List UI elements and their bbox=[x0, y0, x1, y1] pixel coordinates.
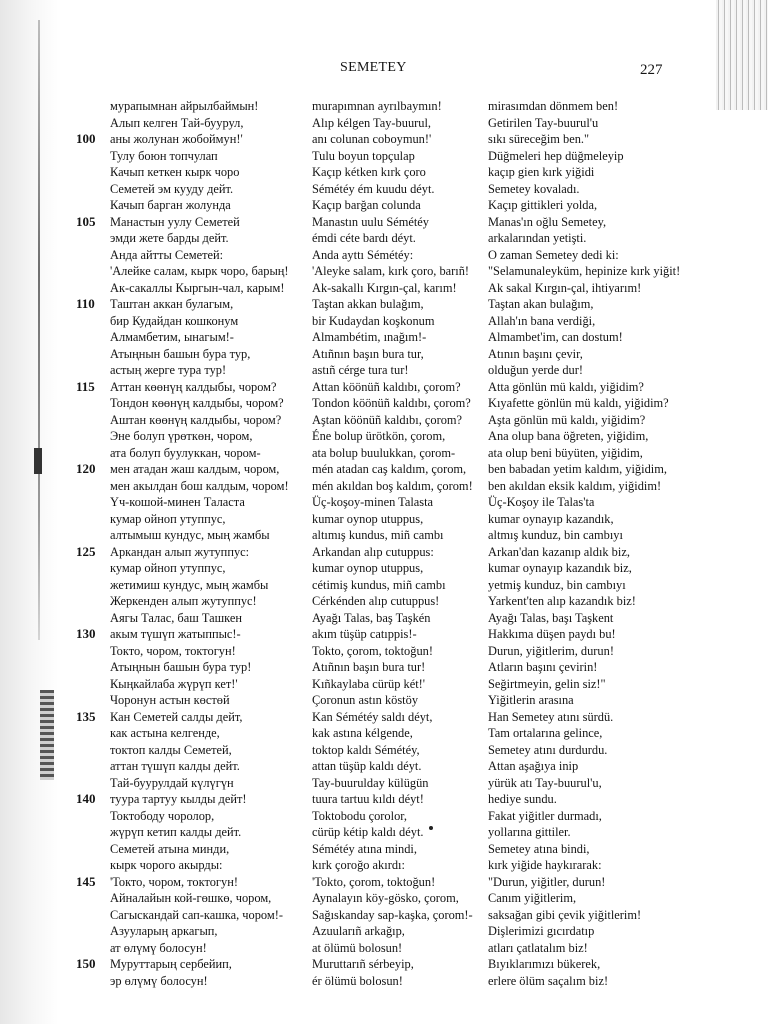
verse-line: Çoronun astın köstöy bbox=[312, 693, 419, 707]
verse-line: anı colunan coboymun!' bbox=[312, 132, 432, 146]
verse-line: Tulu boyun topçulap bbox=[312, 148, 415, 163]
line-number: 150 bbox=[76, 956, 96, 971]
verse-line: Kaçıp kétken kırk çoro bbox=[312, 165, 426, 179]
verse-line: Düğmeleri hep düğmeleyip bbox=[488, 148, 624, 163]
verse-line: Taştan akkan bulağım, bbox=[312, 297, 424, 311]
latin-transcription-column bbox=[312, 98, 488, 989]
verse-line: Fakat yiğitler durmadı, bbox=[488, 808, 602, 823]
verse-line: Качып барган жолунда bbox=[110, 198, 231, 212]
verse-line: Тондон көөнүң калдыбы, чором? bbox=[110, 396, 284, 410]
verse-line: Таштан аккан булагым, bbox=[110, 297, 234, 311]
verse-line: kumar oynop utuppus, bbox=[312, 561, 424, 575]
verse-line: ata bolup buulukkan, çorom- bbox=[312, 445, 456, 460]
verse-line: Kan Sémétéy saldı déyt, bbox=[312, 709, 433, 724]
running-title: SEMETEY bbox=[340, 60, 407, 75]
verse-line: Эне болуп үрөткөн, чором, bbox=[110, 429, 253, 443]
verse-line: жүрүп кетип калды дейт. bbox=[110, 825, 242, 839]
verse-line: sıkı süreceğim ben." bbox=[488, 132, 590, 146]
verse-line: алтымыш кундус, мың жамбы bbox=[110, 528, 270, 542]
verse-line: Canım yiğitlerim, bbox=[488, 891, 577, 905]
verse-line: O zaman Semetey dedi ki: bbox=[488, 247, 619, 262]
verse-line: Алып келген Тай-буурул, bbox=[110, 115, 244, 130]
line-number: 100 bbox=[76, 131, 96, 146]
verse-line: Getirilen Tay-buurul'u bbox=[488, 115, 599, 130]
verse-line: kumar oynayıp kazandık biz, bbox=[488, 561, 632, 575]
scan-shadow-right bbox=[716, 0, 768, 110]
verse-line: Tam ortalarına gelince, bbox=[488, 726, 603, 740]
verse-line: 'Алейке салам, кырк чоро, барың! bbox=[110, 264, 289, 278]
verse-line: Ak sakal Kırgın-çal, ihtiyarım! bbox=[488, 280, 642, 295]
verse-line: кырк чорого акырды: bbox=[110, 858, 223, 872]
verse-line: Үч-кошой-минен Таласта bbox=[110, 495, 245, 509]
verse-line: Жеркенден алып жутуппус! bbox=[110, 594, 257, 608]
line-number: 105 bbox=[76, 213, 96, 229]
verse-line: Taştan akan bulağım, bbox=[488, 297, 594, 311]
verse-line: ата болуп буулуккан, чором- bbox=[110, 445, 261, 460]
verse-line: Азууларың аркагып, bbox=[110, 924, 218, 938]
verse-line: kumar oynop utuppus, bbox=[312, 511, 424, 526]
verse-line: Sémétéy atına mindi, bbox=[312, 841, 417, 856]
verse-line: кумар ойноп утуппус, bbox=[110, 561, 226, 575]
line-number: 130 bbox=[76, 626, 96, 641]
verse-line: Almambétim, ınağım!- bbox=[312, 330, 427, 344]
verse-line: Attan aşağıya inip bbox=[488, 759, 579, 773]
verse-line: Atıñnın başın bura tur, bbox=[312, 346, 424, 361]
verse-line: 'Токто, чором, токтогун! bbox=[110, 874, 238, 889]
verse-line: Üç-koşoy-minen Talasta bbox=[312, 495, 434, 509]
verse-line: erlere ölüm saçalım biz! bbox=[488, 973, 609, 988]
verse-line: Arkandan alıp cutuppus: bbox=[312, 544, 434, 559]
verse-line: эмди жете барды дейт. bbox=[110, 231, 229, 245]
verse-line: mirasımdan dönmem ben! bbox=[488, 99, 619, 113]
line-number: 120 bbox=[76, 461, 96, 476]
kyrgyz-column bbox=[110, 98, 306, 989]
verse-line: Кыңкайлаба жүрүп кет!' bbox=[110, 676, 238, 691]
verse-line: astıñ cérge tura tur! bbox=[312, 363, 409, 377]
verse-line: Manastın uulu Sémétéy bbox=[312, 214, 430, 229]
verse-line: Айналайын кой-гөшкө, чором, bbox=[110, 891, 272, 905]
verse-line: saksağan gibi çevik yiğitlerim! bbox=[488, 907, 642, 922]
verse-line: Semetey kovaladı. bbox=[488, 181, 580, 196]
page-number: 227 bbox=[640, 62, 663, 78]
verse-line: Atının başını çevir, bbox=[488, 346, 583, 361]
verse-line: Аягы Талас, баш Ташкен bbox=[110, 610, 242, 625]
verse-line: ér ölümü bolosun! bbox=[312, 973, 403, 988]
verse-line: Качып кеткен кырк чоро bbox=[110, 165, 240, 179]
verse-line: Seğirtmeyin, gelin siz!" bbox=[488, 676, 606, 691]
verse-line: bir Kudaydan koşkonum bbox=[312, 313, 435, 328]
verse-line: Anda ayttı Sémétéy: bbox=[312, 247, 414, 262]
verse-line: Atta gönlün mü kaldı, yiğidim? bbox=[488, 379, 644, 394]
verse-line: Han Semetey atını sürdü. bbox=[488, 709, 614, 724]
verse-line: Ayağı Talas, baş Taşkén bbox=[312, 610, 431, 625]
verse-line: мен атадан жаш калдым, чором, bbox=[110, 462, 280, 476]
verse-line: ben akıldan eksik kaldım, yiğidim! bbox=[488, 478, 662, 493]
verse-line: Semetey atını durdurdu. bbox=[488, 742, 608, 757]
verse-line: Kaçıp gittikleri yolda, bbox=[488, 198, 598, 212]
verse-line: émdi céte bardı déyt. bbox=[312, 231, 416, 245]
verse-line: olduğun yerde dur! bbox=[488, 363, 583, 377]
verse-line: kak astına kélgende, bbox=[312, 726, 413, 740]
verse-line: Aştan köönüñ kaldıbı, çorom? bbox=[312, 412, 463, 427]
scan-artifact bbox=[40, 690, 54, 780]
verse-line: Yiğitlerin arasına bbox=[488, 693, 574, 707]
verse-line: Cérkénden alıp cutuppus! bbox=[312, 594, 440, 608]
verse-line: cétimiş kundus, miñ cambı bbox=[312, 577, 446, 592]
verse-line: токтоп калды Семетей, bbox=[110, 742, 232, 757]
verse-line: аны жолунан жобоймун!' bbox=[110, 132, 243, 146]
verse-line: ат өлүмү болосун! bbox=[110, 940, 207, 955]
verse-line: Аттан көөнүң калдыбы, чором? bbox=[110, 379, 277, 394]
verse-line: kaçıp gien kırk yiğidi bbox=[488, 165, 595, 179]
verse-line: Сагыскандай сап-кашка, чором!- bbox=[110, 907, 283, 922]
verse-line: Arkan'dan kazanıp aldık biz, bbox=[488, 544, 630, 559]
verse-line: Yarkent'ten alıp kazandık biz! bbox=[488, 594, 636, 608]
verse-line: Alıp kélgen Tay-buurul, bbox=[312, 115, 431, 130]
verse-line: Éne bolup ürötkön, çorom, bbox=[312, 429, 446, 443]
verse-line: Семетей эм кууду дейт. bbox=[110, 181, 234, 196]
verse-line: Sémétéy ém kuudu déyt. bbox=[312, 181, 435, 196]
verse-line: мурапымнан айрылбаймын! bbox=[110, 99, 259, 113]
verse-line: Ак-сакаллы Кыргын-чал, карым! bbox=[110, 280, 285, 295]
verse-line: Tondon köönüñ kaldıbı, çorom? bbox=[312, 396, 471, 410]
verse-line: Семетей атына минди, bbox=[110, 841, 230, 856]
line-number: 135 bbox=[76, 708, 96, 724]
verse-line: mén atadan caş kaldım, çorom, bbox=[312, 462, 467, 476]
verse-line: эр өлүмү болосун! bbox=[110, 973, 208, 988]
verse-line: Токтободу чоролор, bbox=[110, 808, 215, 823]
verse-line: кумар ойноп утуппус, bbox=[110, 511, 226, 526]
verse-line: Манастын уулу Семетей bbox=[110, 214, 240, 229]
verse-line: attan tüşüp kaldı déyt. bbox=[312, 759, 422, 773]
verse-line: at ölümü bolosun! bbox=[312, 940, 403, 955]
line-number: 145 bbox=[76, 873, 96, 889]
verse-line: kumar oynayıp kazandık, bbox=[488, 511, 614, 526]
verse-line: Чоронун астын көстөй bbox=[110, 693, 230, 707]
verse-line: Тулу боюн топчулап bbox=[110, 148, 218, 163]
verse-line: Токто, чором, токтогун! bbox=[110, 643, 236, 658]
verse-line: Муруттарың сербейип, bbox=[110, 957, 232, 971]
verse-line: "Selamunaleyküm, hepinize kırk yiğit! bbox=[488, 264, 681, 278]
verse-line: Tokto, çorom, toktoğun! bbox=[312, 643, 433, 658]
verse-line: ata olup beni büyüten, yiğidim, bbox=[488, 445, 643, 460]
verse-line: Atların başını çevirin! bbox=[488, 660, 598, 674]
verse-line: atları çatlatalım biz! bbox=[488, 940, 588, 955]
line-number: 125 bbox=[76, 543, 96, 559]
verse-line: Aynalayın köy-gösko, çorom, bbox=[312, 891, 459, 905]
verse-line: yürük atı Tay-buurul'u, bbox=[488, 775, 602, 790]
verse-line: tuura tartuu kıldı déyt! bbox=[312, 792, 424, 806]
line-number: 140 bbox=[76, 791, 96, 806]
verse-line: Azuularıñ arkağıp, bbox=[312, 924, 405, 938]
verse-line: arkalarından yetişti. bbox=[488, 231, 587, 245]
verse-line: Kıñkaylaba cürüp két!' bbox=[312, 676, 426, 691]
verse-line: Ayağı Talas, başı Taşkent bbox=[488, 610, 614, 625]
verse-line: Atıñnın başın bura tur! bbox=[312, 660, 426, 674]
verse-line: Анда айтты Семетей: bbox=[110, 247, 224, 262]
verse-line: Aşta gönlün mü kaldı, yiğidim? bbox=[488, 412, 646, 427]
verse-line: Тай-буурулдай күлүгүн bbox=[110, 775, 234, 790]
verse-line: toktop kaldı Sémétéy, bbox=[312, 742, 420, 757]
verse-line: Semetey atına bindi, bbox=[488, 841, 590, 856]
verse-line: Attan köönüñ kaldıbı, çorom? bbox=[312, 379, 461, 394]
verse-line: Manas'ın oğlu Semetey, bbox=[488, 214, 607, 229]
line-number: 110 bbox=[76, 296, 95, 311]
verse-line: altmış kunduz, bin cambıyı bbox=[488, 528, 623, 542]
verse-line: Кан Семетей салды дейт, bbox=[110, 709, 243, 724]
scan-artifact bbox=[34, 448, 42, 474]
verse-line: Kıyafette gönlün mü kaldı, yiğidim? bbox=[488, 396, 669, 410]
verse-line: Алмамбетим, ынагым!- bbox=[110, 330, 234, 344]
line-number: 115 bbox=[76, 378, 95, 394]
verse-line: бир Кудайдан кошконум bbox=[110, 313, 239, 328]
verse-line: hediye sundu. bbox=[488, 792, 557, 806]
verse-line: kırk çoroğo akırdı: bbox=[312, 858, 405, 872]
verse-line: мен акылдан бош калдым, чором! bbox=[110, 478, 289, 493]
verse-line: yetmiş kunduz, bin cambıyı bbox=[488, 577, 626, 592]
verse-line: Ana olup bana öğreten, yiğidim, bbox=[488, 429, 649, 443]
verse-line: mén akıldan boş kaldım, çorom! bbox=[312, 478, 473, 493]
verse-line: Ak-sakallı Kırgın-çal, karım! bbox=[312, 280, 457, 295]
verse-line: Toktobodu çorolor, bbox=[312, 808, 407, 823]
verse-line: 'Aleyke salam, kırk çoro, barıñ! bbox=[312, 264, 470, 278]
verse-line: Hakkıma düşen paydı bu! bbox=[488, 627, 616, 641]
verse-line: 'Tokto, çorom, toktoğun! bbox=[312, 874, 436, 889]
verse-line: kırk yiğide haykırarak: bbox=[488, 858, 602, 872]
verse-line: Атыңнын башын бура тур! bbox=[110, 660, 252, 674]
verse-line: жетимиш кундус, мың жамбы bbox=[110, 577, 269, 592]
verse-line: "Durun, yiğitler, durun! bbox=[488, 874, 606, 889]
verse-line: Tay-buurulday külügün bbox=[312, 775, 429, 790]
verse-line: Muruttarıñ sérbeyip, bbox=[312, 957, 414, 971]
verse-line: Durun, yiğitlerim, durun! bbox=[488, 643, 614, 658]
verse-line: аттан түшүп калды дейт. bbox=[110, 759, 240, 773]
scan-shadow-left bbox=[0, 0, 58, 1024]
verse-line: Bıyıklarımızı bükerek, bbox=[488, 957, 601, 971]
verse-line: murapımnan ayrılbaymın! bbox=[312, 99, 442, 113]
verse-line: ben babadan yetim kaldım, yiğidim, bbox=[488, 462, 667, 476]
verse-line: yollarına gittiler. bbox=[488, 825, 571, 839]
verse-line: акым түшүп жатыппыс!- bbox=[110, 627, 241, 641]
verse-line: Üç-Koşoy ile Talas'ta bbox=[488, 495, 595, 509]
verse-line: Dişlerimizi gıcırdatıp bbox=[488, 924, 595, 938]
verse-line: akım tüşüp catıppis!- bbox=[312, 627, 417, 641]
verse-line: Атыңнын башын бура тур, bbox=[110, 346, 251, 361]
verse-line: Sağıskanday sap-kaşka, çorom!- bbox=[312, 907, 473, 922]
verse-line: altımış kundus, miñ cambı bbox=[312, 528, 444, 542]
verse-line: астың жерге тура тур! bbox=[110, 363, 227, 377]
scan-binding-line bbox=[38, 20, 40, 640]
verse-line: Аркандан алып жутуппус: bbox=[110, 544, 250, 559]
verse-line: как астына келгенде, bbox=[110, 726, 220, 740]
verse-line: Аштан көөнүң калдыбы, чором? bbox=[110, 412, 282, 427]
verse-line: cürüp kétip kaldı déyt. bbox=[312, 825, 424, 839]
verse-line: Allah'ın bana verdiği, bbox=[488, 313, 596, 328]
turkish-translation-column bbox=[488, 98, 714, 989]
verse-line: туура тартуу кылды дейт! bbox=[110, 792, 247, 806]
verse-line: Kaçıp barğan colunda bbox=[312, 198, 421, 212]
verse-line: Almambet'im, can dostum! bbox=[488, 330, 623, 344]
